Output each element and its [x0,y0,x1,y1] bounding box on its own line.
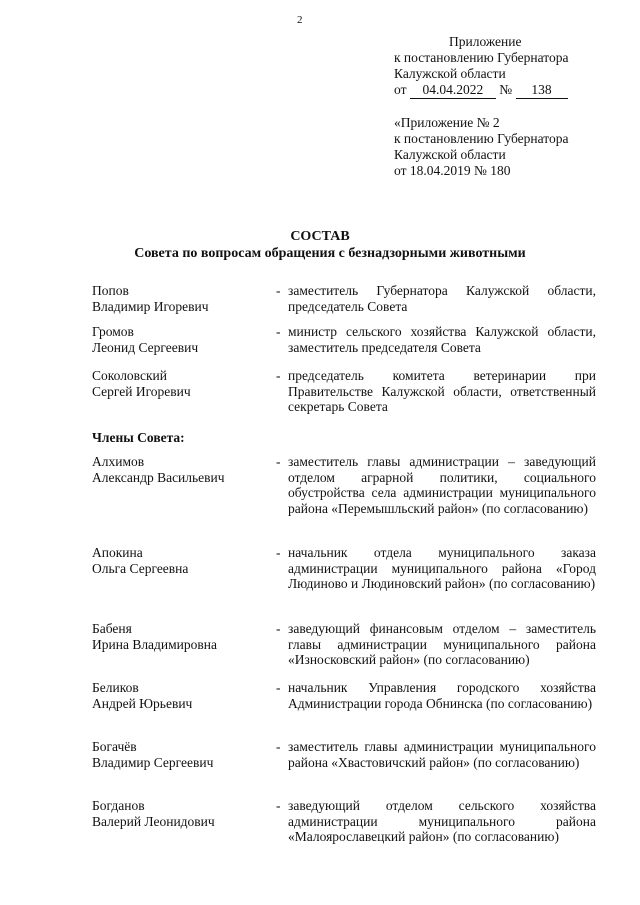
person-role: начальник Управления городского хозяйства Администрации города Обнинска (по согласованию) [288,680,596,711]
person-name [92,324,272,355]
person-surname: Бабеня [92,621,132,636]
dash: - [276,739,281,754]
document-title: СОСТАВ [290,229,350,244]
person-role: председатель комитета ветеринарии при Правительстве Калужской области, ответственный секретарь Совета [288,368,596,414]
appendix-old-line1: «Приложение № 2 [394,115,500,130]
person-role: начальник отдела муниципального заказа администрации муниципального района «Город Людиново и Людиновский район» (по согласованию) [288,545,596,591]
dash: - [276,798,281,813]
appendix-old-line2: к постановлению Губернатора [394,131,569,146]
person-name [92,545,272,576]
dash: - [276,454,281,469]
person-name [92,798,272,829]
person-role: заведующий отделом сельского хозяйства администрации муниципального района «Малоярославецкий район» (по согласованию) [288,798,596,844]
appendix-old-block [394,115,568,179]
date-prefix: от [394,82,407,97]
person-name [92,368,272,399]
dash: - [276,283,281,298]
person-given-name: Сергей Игоревич [92,383,191,399]
person-surname: Беликов [92,680,139,695]
appendix-new-line3: Калужской области [394,66,506,81]
person-role: заместитель главы администрации муниципального района «Хвастовичский район» (по согласованию) [288,739,596,770]
person-surname: Апокина [92,545,143,560]
person-name [92,621,272,652]
dash: - [276,680,281,695]
person-given-name: Ольга Сергеевна [92,560,189,576]
person-surname: Алхимов [92,454,145,469]
page-number: 2 [297,14,303,26]
person-name [92,454,272,485]
person-surname: Соколовский [92,368,167,383]
person-surname: Богданов [92,798,145,813]
person-role: заведующий финансовым отделом – заместитель главы администрации муниципального района «Износковский район» (по согласованию) [288,621,596,667]
person-given-name: Владимир Игоревич [92,298,209,314]
person-surname: Богачёв [92,739,137,754]
person-name [92,739,272,770]
appendix-old-line3: Калужской области [394,147,506,162]
dash: - [276,545,281,560]
number-label: № [499,82,513,97]
appendix-new-block [394,34,568,99]
person-surname: Попов [92,283,129,298]
dash: - [276,324,281,339]
person-name [92,680,272,711]
dash: - [276,368,281,383]
person-name [92,283,272,314]
appendix-new-line2: к постановлению Губернатора [394,50,569,65]
appendix-new-date: 04.04.2022 [410,82,496,99]
dash: - [276,621,281,636]
person-role: заместитель главы администрации – заведующий отделом аграрной политики, социального обустройства села администрации муниципального района «Перемышльский район» (по согласованию) [288,454,596,516]
members-heading: Члены Совета: [92,430,185,445]
document-subtitle: Совета по вопросам обращения с безнадзорными животными [134,246,526,261]
person-given-name: Александр Васильевич [92,469,225,485]
appendix-new-date-line [394,82,568,99]
appendix-new-number: 138 [516,82,568,99]
appendix-old-line4: от 18.04.2019 № 180 [394,163,511,178]
person-given-name: Леонид Сергеевич [92,339,199,355]
person-given-name: Ирина Владимировна [92,636,218,652]
person-role: министр сельского хозяйства Калужской области, заместитель председателя Совета [288,324,596,355]
appendix-new-line1: Приложение [449,34,522,49]
person-given-name: Андрей Юрьевич [92,695,193,711]
person-role: заместитель Губернатора Калужской области, председатель Совета [288,283,596,314]
person-surname: Громов [92,324,134,339]
person-given-name: Валерий Леонидович [92,813,215,829]
person-given-name: Владимир Сергеевич [92,754,214,770]
